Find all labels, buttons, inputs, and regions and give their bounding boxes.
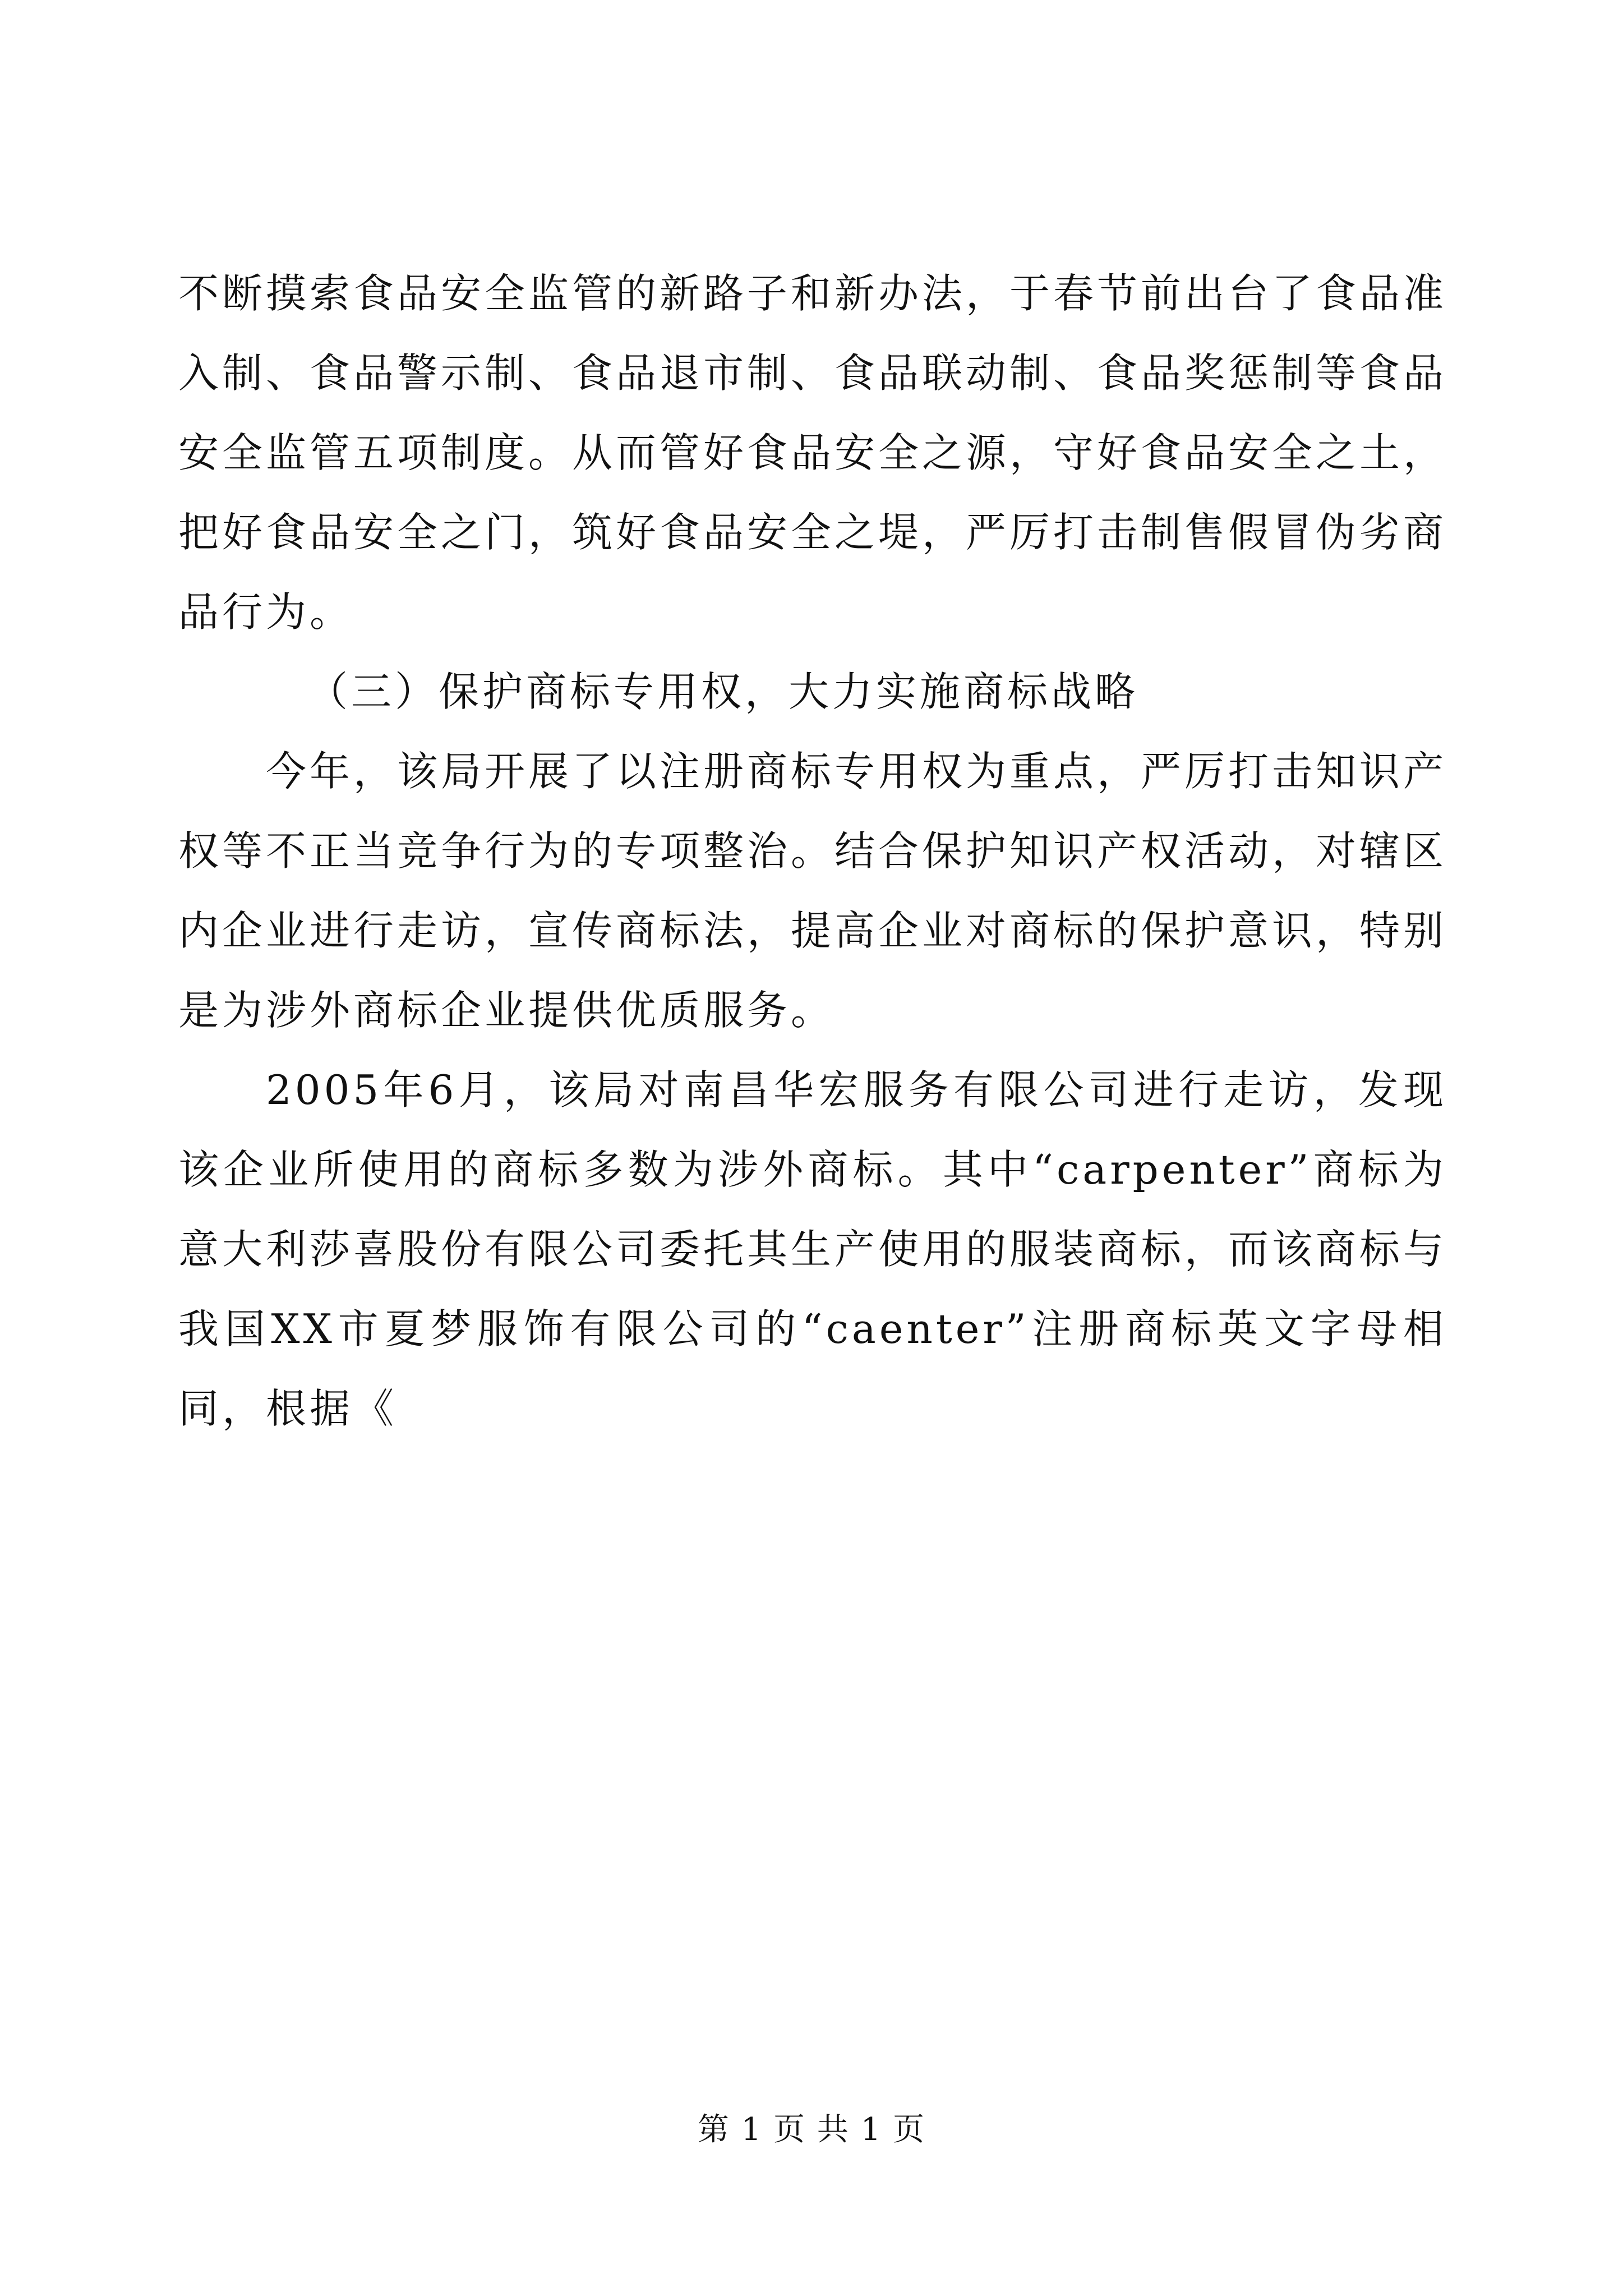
paragraph: 今年，该局开展了以注册商标专用权为重点，严厉打击知识产权等不正当竞争行为的专项整治。结合保护知识产权活动，对辖区内企业进行走访，宣传商标法，提高企业对商标的保护意识，特别是为涉外商标企业提供优质服务。 xyxy=(178,748,1447,1034)
paragraph-continued: 不断摸索食品安全监管的新路子和新办法，于春节前出台了食品准入制、食品警示制、食品退市制、食品联动制、食品奖惩制等食品安全监管五项制度。从而管好食品安全之源，守好食品安全之土，把好食品安全之门，筑好食品安全之堤，严厉打击制售假冒伪劣商品行为。 xyxy=(178,270,1447,636)
page-footer: 第 1 页 共 1 页 xyxy=(697,2111,926,2148)
document-body xyxy=(178,254,1447,1448)
section-heading: （三）保护商标专用权，大力实施商标战略 xyxy=(307,668,1139,715)
paragraph: 2005年6月，该局对南昌华宏服务有限公司进行走访，发现该企业所使用的商标多数为涉外商标。其中“carpenter”商标为意大利莎喜股份有限公司委托其生产使用的服装商标，而该商标与我国XX市夏梦服饰有限公司的“caenter”注册商标英文字母相同，根据《 xyxy=(178,1066,1447,1432)
